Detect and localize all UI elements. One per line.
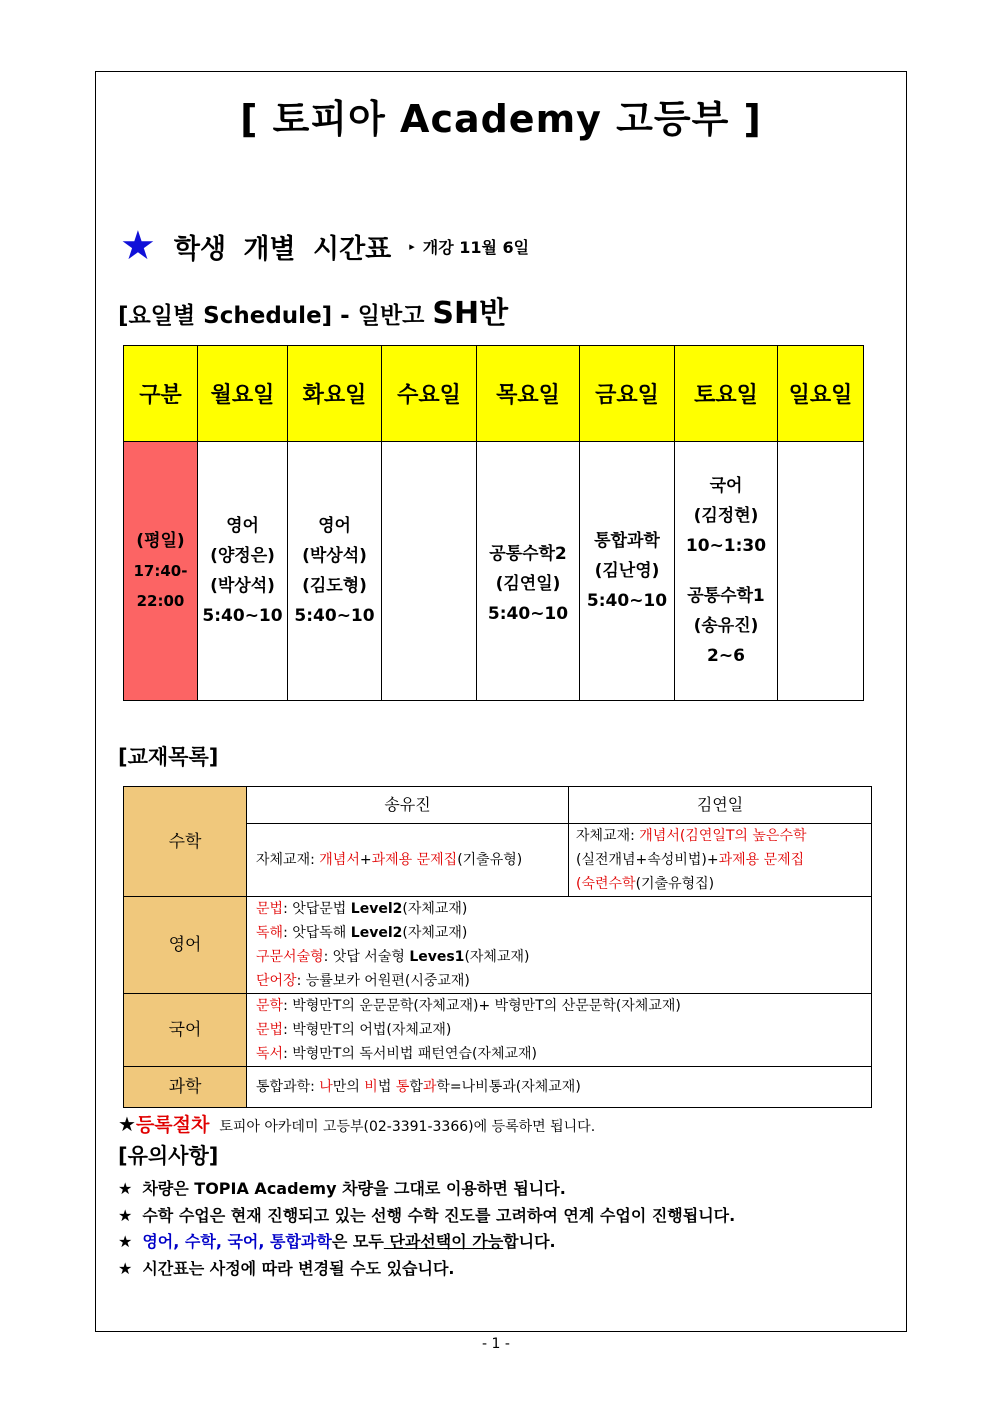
star-icon: ★ — [118, 1205, 133, 1225]
monday-teacher-1: (양정은) — [210, 546, 275, 566]
star-icon: ★ — [118, 1112, 136, 1136]
books-highlight: 과제용 문제집 — [718, 852, 805, 868]
wednesday-cell — [382, 442, 477, 701]
thursday-subject: 공통수학2 — [489, 544, 567, 564]
books-text: 합 — [409, 1079, 423, 1095]
english-books — [247, 897, 872, 994]
registration-label: 등록절차 — [135, 1114, 210, 1136]
thursday-cell — [477, 442, 580, 701]
note-item — [118, 1176, 735, 1203]
friday-time: 5:40~10 — [586, 591, 668, 611]
books-text: (실전개념+속성비법) — [576, 852, 707, 868]
books-text: : 앗답 서술형 — [323, 949, 410, 965]
korean-line-literature — [256, 994, 871, 1018]
math-subject-cell: 수학 — [124, 787, 247, 897]
header-saturday: 토요일 — [675, 346, 778, 442]
books-level: Level2 — [350, 925, 403, 941]
books-highlight: 통 — [395, 1079, 410, 1095]
math-books-2-line-3 — [576, 872, 871, 896]
books-highlight: (숙련수학 — [576, 876, 636, 892]
books-label: 독해 — [256, 925, 284, 941]
header-category: 구분 — [124, 346, 198, 442]
english-subject-cell: 영어 — [124, 897, 247, 994]
note-item — [118, 1229, 735, 1256]
triangle-icon: ▸ — [409, 239, 415, 253]
weekday-time-start: 17:40- — [133, 562, 188, 580]
header-tuesday: 화요일 — [288, 346, 382, 442]
korean-books — [247, 994, 872, 1067]
saturday-subject-1: 국어 — [709, 476, 743, 496]
korean-line-reading — [256, 1042, 871, 1066]
books-text: : 능률보카 어원편 — [296, 973, 405, 989]
friday-subject: 통합과학 — [594, 531, 660, 551]
science-books — [247, 1067, 872, 1108]
textbooks-heading: [교재목록] — [118, 745, 219, 769]
books-label: 단어장 — [256, 973, 297, 989]
korean-row — [124, 994, 872, 1067]
books-level: Leves1 — [409, 949, 465, 965]
saturday-teacher-2: (송유진) — [693, 616, 759, 636]
note-text: 시간표는 사정에 따라 변경될 수도 있습니다. — [142, 1258, 455, 1278]
page-number: - 1 - — [482, 1336, 510, 1352]
weekday-time-end: 22:00 — [136, 592, 185, 610]
note-subjects: 영어, 수학, 국어, 통합과학 — [142, 1232, 332, 1251]
weekday-label: (평일) — [136, 531, 185, 551]
monday-time: 5:40~10 — [202, 606, 283, 626]
books-suffix: (자체교재) — [464, 949, 530, 965]
math-teacher-2: 김연일 — [569, 787, 872, 824]
open-date: 개강 11월 6일 — [422, 237, 530, 257]
books-text: : 앗답문법 — [283, 901, 351, 917]
note-item — [118, 1203, 735, 1230]
english-line-writing — [256, 945, 871, 969]
thursday-time: 5:40~10 — [487, 604, 569, 624]
books-suffix: (자체교재) — [402, 925, 468, 941]
monday-subject: 영어 — [226, 516, 259, 536]
math-books-1 — [247, 824, 569, 897]
books-highlight: 과제용 문제집 — [371, 852, 458, 868]
books-suffix: (시중교재) — [404, 973, 470, 989]
header-monday: 월요일 — [198, 346, 288, 442]
english-line-vocab — [256, 969, 871, 993]
page-title: [ 토피아 Academy 고등부 ] — [240, 97, 762, 141]
books-label: 독서 — [256, 1046, 284, 1062]
books-plus: + — [706, 852, 719, 868]
books-text: : 박형만T의 운문문학(자체교재)+ 박형만T의 산문문학(자체교재) — [283, 998, 681, 1014]
note-underlined: 단과선택이 가능 — [383, 1232, 504, 1251]
note-item — [118, 1256, 735, 1283]
saturday-time-2: 2~6 — [707, 646, 745, 666]
books-suffix: (기출유형) — [457, 852, 523, 868]
math-teacher-1: 송유진 — [247, 787, 569, 824]
friday-cell — [580, 442, 675, 701]
books-suffix: (기출유형집) — [635, 876, 715, 892]
books-highlight: 비 — [364, 1079, 378, 1095]
weekday-label-cell — [124, 442, 198, 701]
books-prefix: 자체교재: — [256, 852, 320, 868]
books-suffix: (자체교재) — [402, 901, 468, 917]
books-label: 문법 — [256, 901, 284, 917]
books-level: Level2 — [350, 901, 403, 917]
tuesday-subject: 영어 — [318, 516, 351, 536]
tuesday-time: 5:40~10 — [294, 606, 375, 626]
notes-list — [118, 1176, 735, 1282]
books-text: : 박형만T의 독서비법 패턴연습(자체교재) — [283, 1046, 537, 1062]
books-text: : 앗답독해 — [283, 925, 351, 941]
books-label: 구문서술형 — [256, 949, 324, 965]
english-row — [124, 897, 872, 994]
subheading-text: [요일별 Schedule] - 일반고 — [118, 303, 433, 329]
schedule-section-heading — [120, 223, 530, 269]
math-books-2-line-2 — [576, 848, 871, 872]
books-prefix: 자체교재: — [576, 828, 640, 844]
section-title: 학생 개별 시간표 — [173, 233, 392, 265]
header-wednesday: 수요일 — [382, 346, 477, 442]
books-label: 문법 — [256, 1022, 284, 1038]
schedule-weekday-row — [124, 442, 864, 701]
class-name: SH반 — [432, 296, 509, 331]
note-text: 은 모두 — [331, 1232, 384, 1251]
math-teacher-row — [124, 787, 872, 824]
tuesday-cell — [288, 442, 382, 701]
books-highlight: 개념서 — [319, 852, 360, 868]
header-friday: 금요일 — [580, 346, 675, 442]
notes-heading: [유의사항] — [118, 1144, 219, 1168]
sunday-cell — [778, 442, 864, 701]
books-text: : 박형만T의 어법(자체교재) — [283, 1022, 452, 1038]
math-books-2-line-1 — [576, 824, 871, 848]
english-line-reading — [256, 921, 871, 945]
star-icon: ★ — [118, 1258, 133, 1278]
tuesday-teacher-1: (박상석) — [302, 546, 367, 566]
books-prefix: 통합과학: — [256, 1079, 320, 1095]
books-text: 학=나비통과(자체교재) — [436, 1079, 581, 1095]
books-highlight: 과 — [422, 1079, 437, 1095]
books-plus: + — [359, 852, 372, 868]
books-highlight: 개념서(김연일T의 높은수학 — [639, 828, 807, 844]
weekly-schedule-table — [123, 345, 864, 701]
star-icon: ★ — [118, 1232, 133, 1251]
header-thursday: 목요일 — [477, 346, 580, 442]
science-subject-cell: 과학 — [124, 1067, 247, 1108]
english-line-grammar — [256, 897, 871, 921]
korean-subject-cell: 국어 — [124, 994, 247, 1067]
header-sunday: 일요일 — [778, 346, 864, 442]
registration-text: 토피아 아카데미 고등부(02-3391-3366)에 등록하면 됩니다. — [219, 1119, 596, 1135]
saturday-teacher-1: (김정현) — [693, 506, 759, 526]
saturday-cell — [675, 442, 778, 701]
saturday-time-1: 10~1:30 — [685, 536, 767, 556]
saturday-gap — [675, 561, 777, 581]
note-text: 합니다. — [503, 1232, 556, 1251]
monday-teacher-2: (박상석) — [210, 576, 275, 596]
note-text: 수학 수업은 현재 진행되고 있는 선행 수학 진도를 고려하여 연계 수업이 진행됩니다. — [142, 1205, 736, 1225]
note-text: 차량은 TOPIA Academy 차량을 그대로 이용하면 됩니다. — [142, 1179, 566, 1198]
books-label: 문학 — [256, 998, 284, 1014]
schedule-subheading — [118, 288, 508, 332]
registration-line — [118, 1110, 595, 1137]
friday-teacher: (김난영) — [594, 561, 660, 581]
star-icon: ★ — [120, 223, 156, 269]
star-icon: ★ — [118, 1179, 133, 1198]
books-text: 만의 — [332, 1079, 365, 1095]
monday-cell — [198, 442, 288, 701]
korean-line-grammar — [256, 1018, 871, 1042]
thursday-teacher: (김연일) — [495, 574, 561, 594]
science-row — [124, 1067, 872, 1108]
saturday-subject-2: 공통수학1 — [687, 586, 765, 606]
math-books-2 — [569, 824, 872, 897]
tuesday-teacher-2: (김도형) — [302, 576, 367, 596]
books-highlight: 나 — [319, 1079, 333, 1095]
schedule-header-row — [124, 346, 864, 442]
books-text: 법 — [377, 1079, 396, 1095]
textbooks-table — [123, 786, 872, 1108]
